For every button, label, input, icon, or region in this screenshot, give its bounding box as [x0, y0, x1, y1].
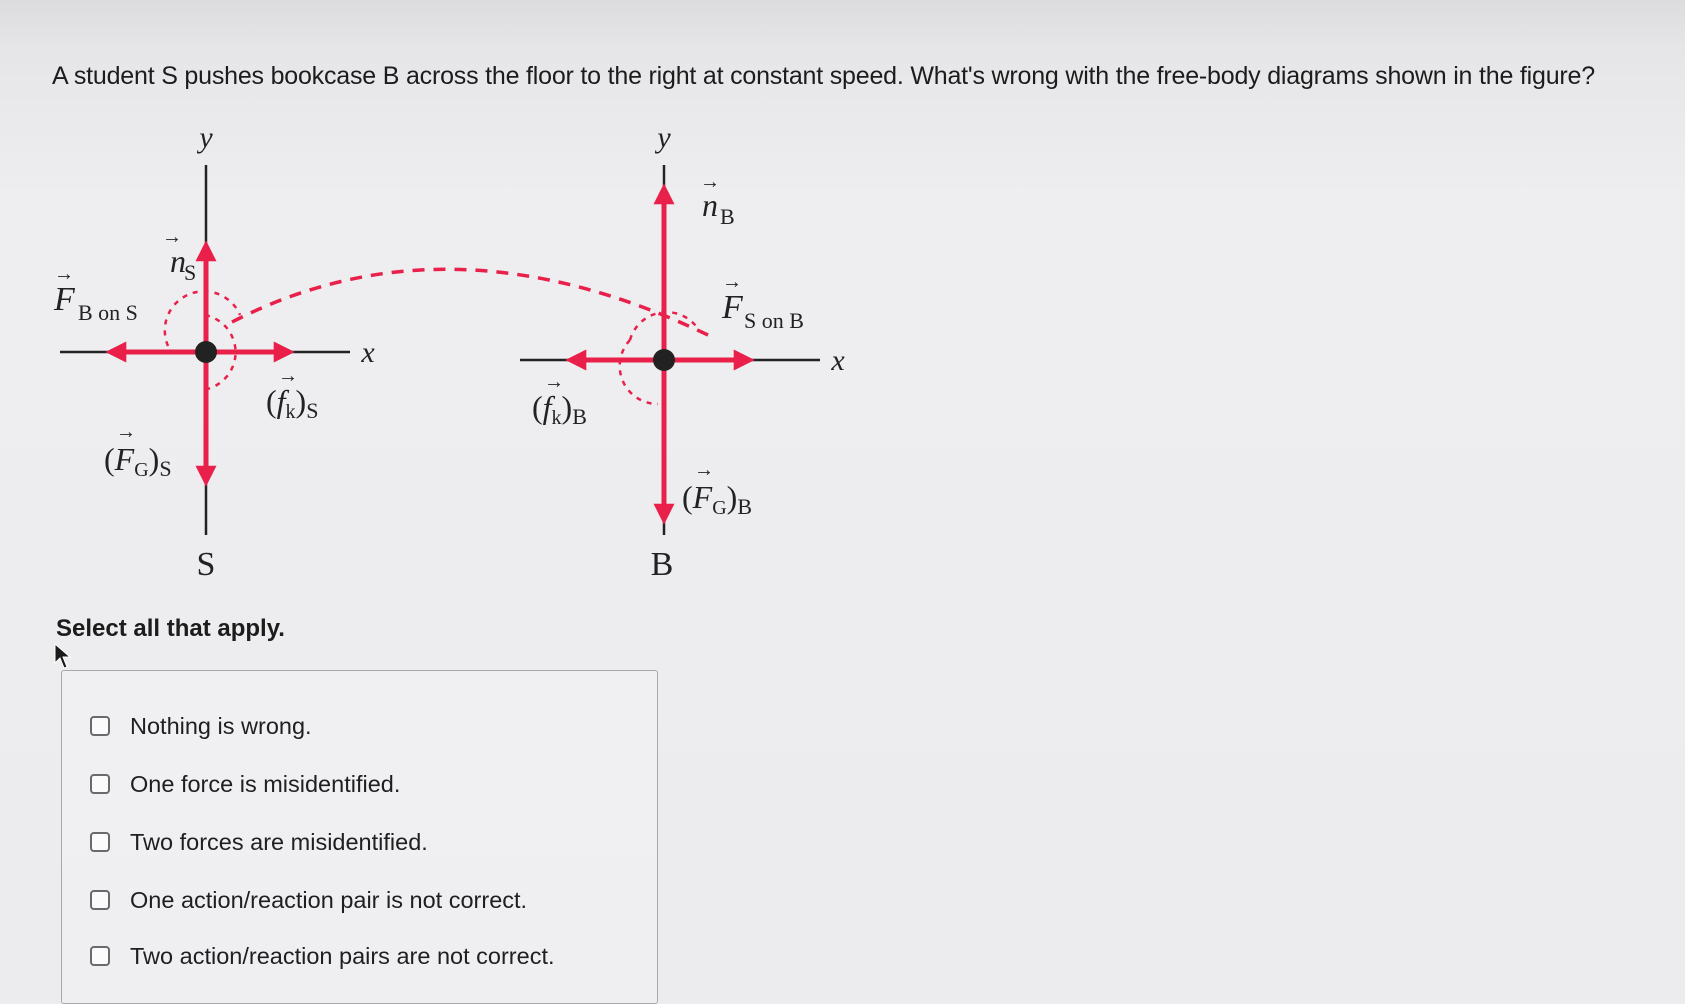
right-applied-force-subscript: S on B [744, 308, 804, 333]
option-label: One action/reaction pair is not correct. [130, 886, 528, 913]
right-x-axis-label: x [831, 344, 845, 377]
question-text: A student S pushes bookcase B across the floor to the right at constant speed. What's wrong with the free-body diagrams shown in the figure? [52, 62, 1595, 90]
left-friction-force-label: (fk)S [266, 383, 319, 423]
left-object-label: S [196, 546, 216, 580]
option-checkbox[interactable] [90, 890, 110, 910]
select-all-instruction: Select all that apply. [56, 615, 285, 642]
left-free-body-diagram [53, 121, 375, 580]
option-checkbox[interactable] [90, 946, 110, 966]
left-applied-force-subscript: B on S [78, 300, 138, 325]
option-checkbox[interactable] [90, 832, 110, 852]
right-y-axis-label: y [657, 121, 671, 154]
option-label: Two forces are misidentified. [130, 828, 428, 855]
right-gravity-vector-arrow: → [694, 459, 714, 481]
action-reaction-connector [232, 269, 710, 336]
option-checkbox[interactable] [90, 716, 110, 736]
right-friction-vector-arrow: → [544, 371, 564, 393]
left-pair-arc-upper [165, 291, 240, 346]
left-gravity-vector-arrow: → [116, 421, 136, 443]
option-checkbox[interactable] [90, 774, 110, 794]
left-normal-force-symbol: n [170, 243, 186, 279]
right-applied-force-symbol: F [722, 289, 743, 326]
left-x-axis-label: x [361, 336, 375, 369]
left-applied-force-vector-arrow: → [54, 263, 74, 285]
right-gravity-force-label: (FG)B [682, 479, 752, 519]
option-label: One force is misidentified. [130, 770, 401, 797]
answer-options-group [61, 670, 658, 1004]
option-one-force-misidentified[interactable] [90, 769, 400, 799]
right-particle-dot [653, 349, 675, 371]
left-friction-vector-arrow: → [278, 365, 298, 387]
option-two-pairs-not-correct[interactable] [90, 941, 555, 971]
option-nothing-is-wrong[interactable] [90, 711, 312, 741]
right-normal-force-vector-arrow: → [700, 171, 720, 193]
figure-svg [50, 110, 870, 580]
right-normal-force-symbol: n [702, 187, 718, 223]
left-gravity-force-label: (FG)S [104, 441, 172, 481]
option-two-forces-misidentified[interactable] [90, 827, 428, 857]
right-normal-force-subscript: B [720, 204, 735, 229]
right-friction-force-label: (fk)B [532, 389, 587, 429]
right-applied-force-vector-arrow: → [722, 271, 742, 293]
option-label: Two action/reaction pairs are not correct. [130, 942, 555, 969]
left-normal-force-vector-arrow: → [162, 226, 182, 248]
left-particle-dot [195, 341, 217, 363]
mouse-pointer-icon [54, 643, 74, 671]
free-body-diagrams-figure [50, 110, 870, 580]
right-object-label: B [650, 546, 674, 580]
right-free-body-diagram [520, 121, 845, 580]
left-normal-force-subscript: S [184, 260, 197, 285]
option-one-pair-not-correct[interactable] [90, 885, 527, 915]
left-applied-force-symbol: F [54, 281, 75, 318]
left-y-axis-label: y [199, 121, 213, 154]
right-pair-arc [620, 340, 658, 404]
option-label: Nothing is wrong. [130, 712, 312, 739]
